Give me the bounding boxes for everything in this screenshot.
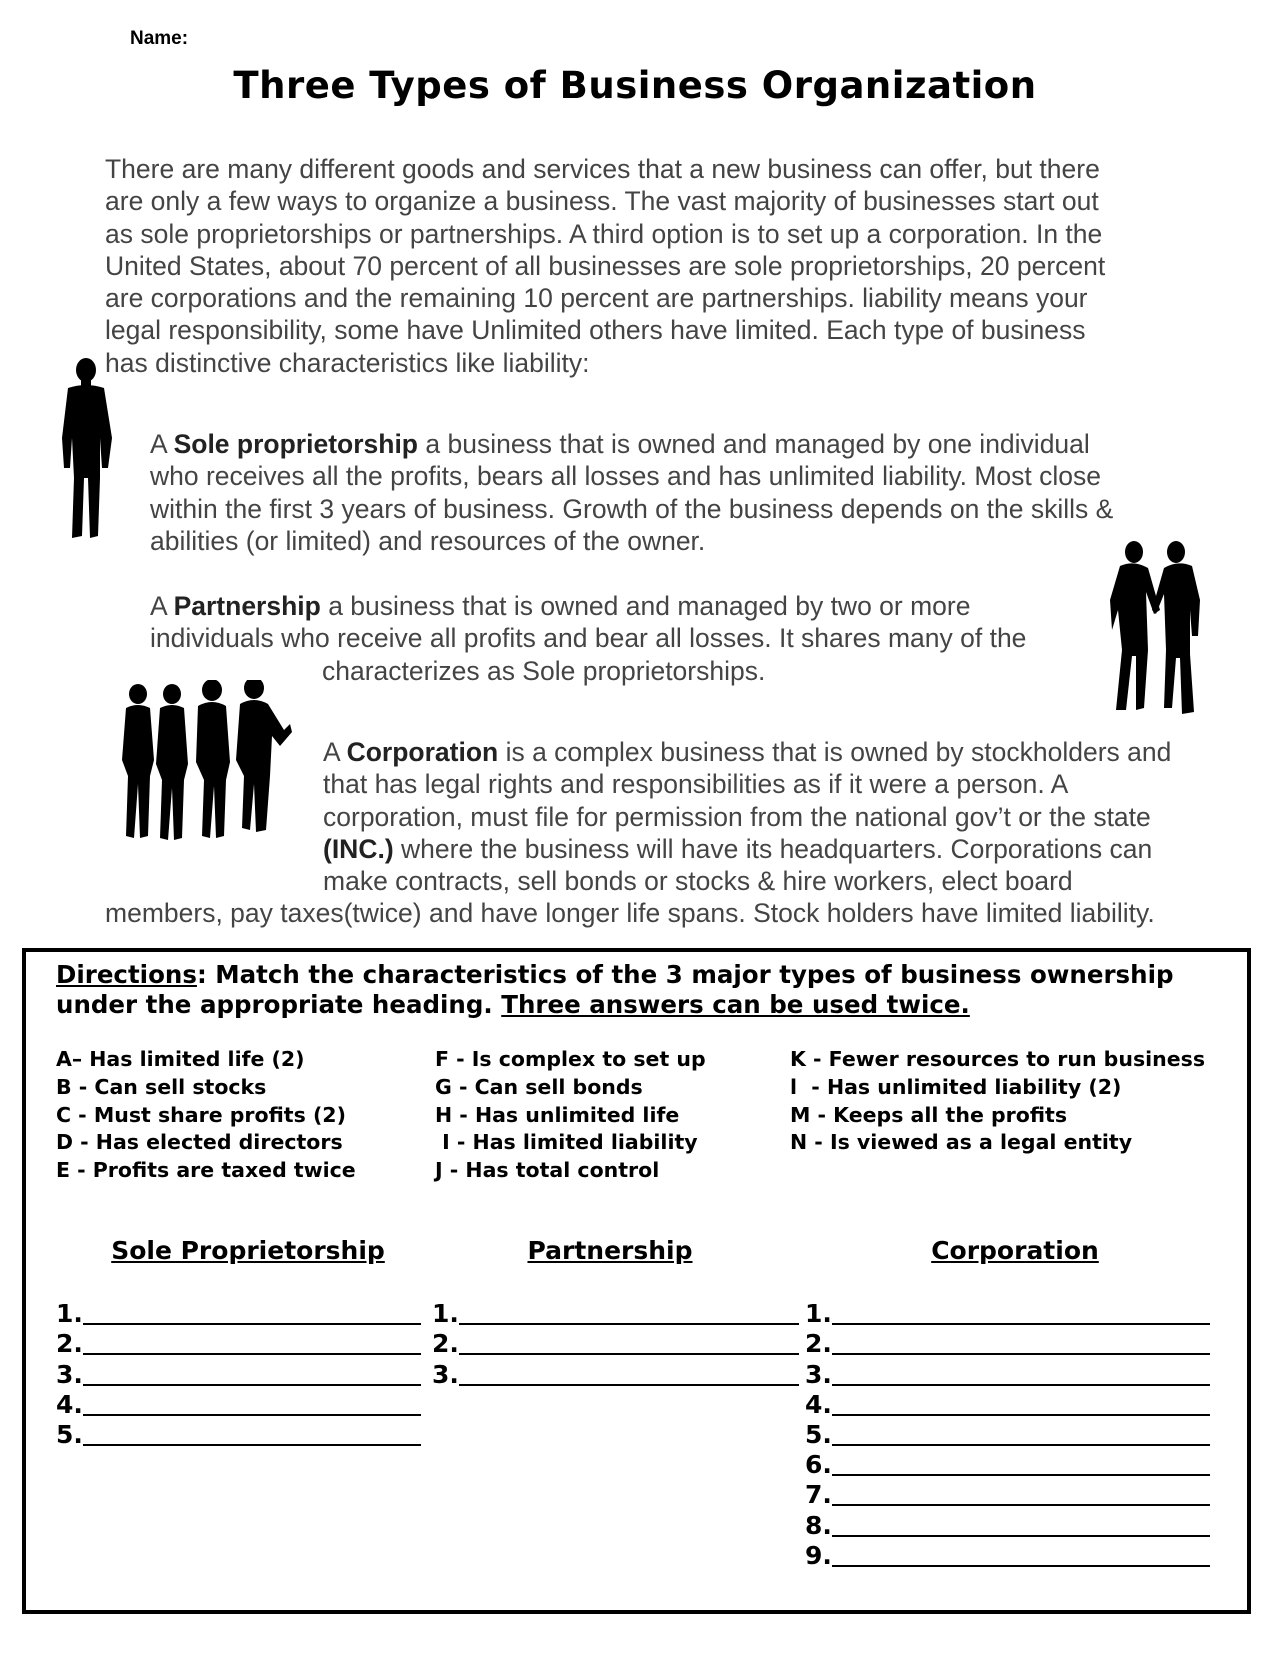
single-person-silhouette-icon	[56, 358, 120, 540]
answer-row	[805, 1540, 1210, 1570]
answer-blank[interactable]	[832, 1543, 1210, 1567]
answer-blank[interactable]	[83, 1392, 421, 1416]
answer-number: 7.	[805, 1480, 832, 1510]
corporation-line: that has legal rights and responsibilities as if it were a person. A	[323, 769, 1069, 800]
answer-row	[56, 1419, 421, 1449]
partnership-term: Partnership	[173, 591, 321, 621]
partnership-line: individuals who receive all profits and bear all losses. It shares many of the	[150, 623, 1027, 654]
answer-blank[interactable]	[83, 1422, 421, 1446]
handshake-silhouette-icon	[1110, 540, 1202, 716]
answer-number: 5.	[805, 1419, 832, 1449]
corporation-line4: where the business will have its headquarters. Corporations can	[393, 833, 1153, 864]
options-column-3	[790, 1046, 1205, 1157]
answer-blank[interactable]	[832, 1482, 1210, 1506]
option-item: F - Is complex to set up	[435, 1047, 706, 1071]
answer-row	[805, 1479, 1210, 1509]
answer-number: 1.	[805, 1299, 832, 1329]
article: A	[150, 429, 174, 459]
name-label: Name:	[130, 28, 189, 49]
heading-corporation: Corporation	[931, 1236, 1099, 1265]
sole-line: who receives all the profits, bears all losses and has unlimited liability. Most close	[150, 461, 1101, 492]
directions-emphasis: Three answers can be used twice.	[501, 990, 970, 1019]
answer-number: 5.	[56, 1419, 83, 1449]
option-item: D - Has elected directors	[56, 1130, 343, 1155]
answer-row	[805, 1419, 1210, 1449]
sole-proprietorship-term: Sole proprietorship	[173, 429, 418, 459]
intro-line: are only a few ways to organize a business. The vast majority of businesses start out	[105, 186, 1099, 217]
answer-row	[805, 1298, 1210, 1328]
answer-row	[805, 1509, 1210, 1539]
answer-number: 2.	[432, 1329, 459, 1359]
answer-row	[805, 1358, 1210, 1388]
answer-row	[805, 1389, 1210, 1419]
directions-label: Directions	[56, 960, 197, 989]
corporation-answer-list	[805, 1298, 1210, 1570]
options-column-1	[56, 1046, 356, 1185]
answer-number: 1.	[432, 1299, 459, 1329]
answer-blank[interactable]	[459, 1301, 799, 1325]
option-item: A– Has limited life (2)	[56, 1047, 305, 1071]
answer-blank[interactable]	[832, 1513, 1210, 1537]
answer-row	[432, 1328, 799, 1358]
answer-row	[56, 1358, 421, 1388]
directions-text: under the appropriate heading.	[56, 990, 502, 1019]
partnership-paragraph	[150, 590, 1026, 687]
answer-number: 2.	[56, 1329, 83, 1359]
answer-number: 2.	[805, 1329, 832, 1359]
intro-paragraph	[105, 153, 1235, 379]
directions-text: : Match the characteristics of the 3 major types of business ownership	[196, 960, 1174, 989]
intro-line: United States, about 70 percent of all businesses are sole proprietorships, 20 percent	[105, 250, 1106, 281]
answer-number: 3.	[432, 1359, 459, 1389]
answer-blank[interactable]	[832, 1301, 1210, 1325]
intro-line: There are many different goods and services that a new business can offer, but there	[105, 154, 1100, 184]
answer-row	[56, 1298, 421, 1328]
article: A	[323, 737, 347, 767]
sole-answer-list	[56, 1298, 421, 1449]
heading-partnership: Partnership	[527, 1236, 693, 1265]
corporation-line: corporation, must file for permission from the national gov’t or the state	[323, 801, 1151, 832]
option-item: C - Must share profits (2)	[56, 1102, 346, 1127]
partnership-answer-list	[432, 1298, 799, 1389]
answer-row	[805, 1328, 1210, 1358]
options-column-2	[435, 1046, 706, 1185]
answer-blank[interactable]	[459, 1362, 799, 1386]
answer-blank[interactable]	[83, 1301, 421, 1325]
option-item: G - Can sell bonds	[435, 1074, 643, 1099]
corporation-line: make contracts, sell bonds or stocks & hire workers, elect board	[323, 866, 1073, 897]
answer-blank[interactable]	[83, 1331, 421, 1355]
inc-term: (INC.)	[323, 833, 394, 864]
answer-blank[interactable]	[832, 1452, 1210, 1476]
answer-number: 3.	[56, 1359, 83, 1389]
answer-blank[interactable]	[832, 1331, 1210, 1355]
option-item: I - Has limited liability	[435, 1130, 698, 1155]
answer-row	[432, 1358, 799, 1388]
answer-number: 4.	[805, 1389, 832, 1419]
corporation-line: members, pay taxes(twice) and have longer life spans. Stock holders have limited liability.	[105, 898, 1155, 929]
sole-line1: a business that is owned and managed by one individual	[418, 429, 1090, 459]
option-item: M - Keeps all the profits	[790, 1102, 1068, 1127]
option-item: N - Is viewed as a legal entity	[790, 1130, 1133, 1155]
option-item: E - Profits are taxed twice	[56, 1158, 356, 1183]
corporation-term: Corporation	[346, 737, 499, 767]
answer-number: 9.	[805, 1540, 832, 1570]
answer-row	[432, 1298, 799, 1328]
heading-sole-proprietorship: Sole Proprietorship	[111, 1236, 385, 1265]
intro-line: has distinctive characteristics like liability:	[105, 347, 590, 378]
answer-row	[56, 1328, 421, 1358]
answer-number: 8.	[805, 1510, 832, 1540]
intro-line: are corporations and the remaining 10 percent are partnerships. liability means your	[105, 283, 1088, 314]
answer-blank[interactable]	[832, 1392, 1210, 1416]
corporation-line1: is a complex business that is owned by stockholders and	[498, 737, 1172, 767]
page-title: Three Types of Business Organization	[233, 64, 1037, 107]
answer-blank[interactable]	[832, 1362, 1210, 1386]
answer-number: 1.	[56, 1299, 83, 1329]
sole-line: abilities (or limited) and resources of the owner.	[150, 525, 706, 556]
answer-number: 6.	[805, 1450, 832, 1480]
answer-number: 4.	[56, 1389, 83, 1419]
partnership-line1: a business that is owned and managed by two or more	[320, 591, 971, 621]
intro-line: legal responsibility, some have Unlimited others have limited. Each type of business	[105, 315, 1086, 346]
partnership-line: characterizes as Sole proprietorships.	[322, 655, 766, 686]
option-item: J - Has total control	[435, 1158, 660, 1183]
answer-row	[56, 1389, 421, 1419]
corporation-paragraph	[105, 736, 1171, 930]
sole-line: within the first 3 years of business. Growth of the business depends on the skills &	[150, 493, 1114, 524]
intro-line: as sole proprietorships or partnerships. A third option is to set up a corporation. In the	[105, 218, 1103, 249]
option-item: K - Fewer resources to run business	[790, 1047, 1206, 1071]
article: A	[150, 591, 174, 621]
answer-blank[interactable]	[459, 1331, 799, 1355]
option-item: H - Has unlimited life	[435, 1102, 680, 1127]
option-item: B - Can sell stocks	[56, 1074, 267, 1099]
directions	[56, 960, 1236, 1020]
answer-blank[interactable]	[83, 1362, 421, 1386]
answer-blank[interactable]	[832, 1422, 1210, 1446]
option-item: l - Has unlimited liability (2)	[790, 1074, 1122, 1099]
answer-number: 3.	[805, 1359, 832, 1389]
sole-proprietorship-paragraph	[150, 428, 1113, 557]
answer-row	[805, 1449, 1210, 1479]
